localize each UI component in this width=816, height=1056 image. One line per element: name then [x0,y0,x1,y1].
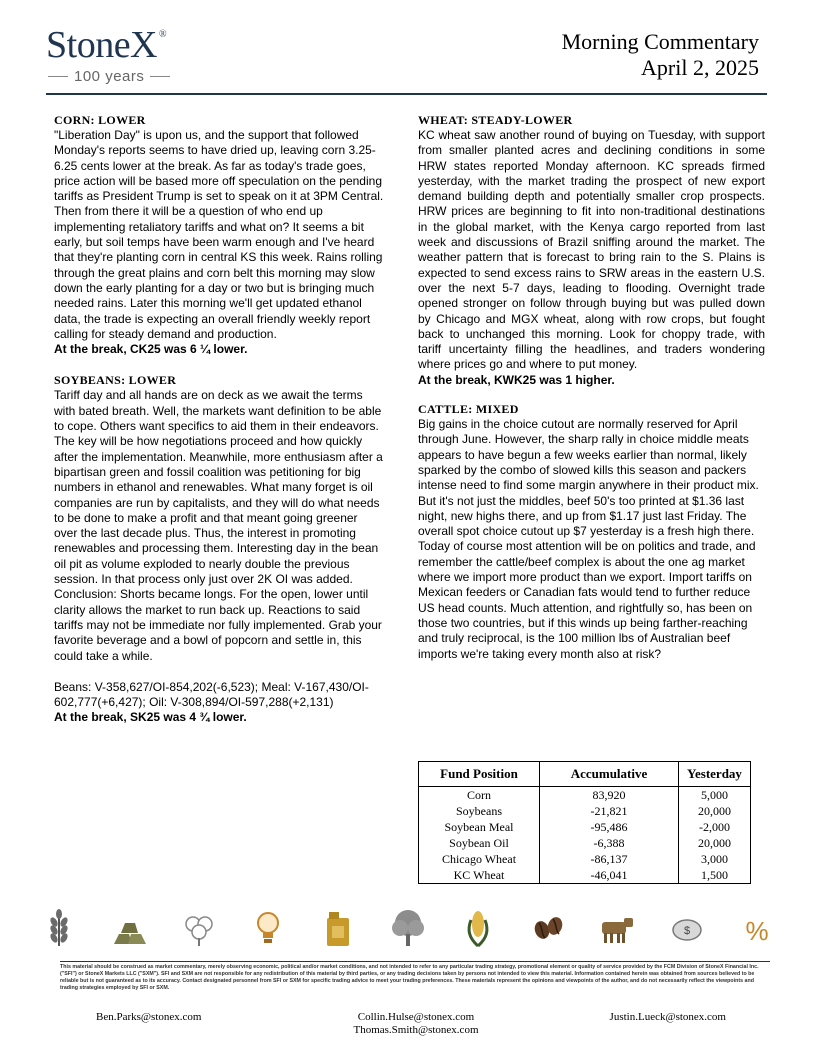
fund-name-cell: Soybean Oil [419,835,540,851]
table-header: Yesterday [679,762,751,787]
table-row [419,803,751,819]
lightbulb-icon [249,908,287,948]
wheat-title: WHEAT: STEADY-LOWER [418,113,573,127]
table-row [419,787,751,804]
fund-yesterday-cell: 20,000 [679,835,751,851]
fund-yesterday-cell: 1,500 [679,867,751,884]
fund-name-cell: Chicago Wheat [419,851,540,867]
corn-break: At the break, CK25 was 6 ¼ lower. [54,342,248,357]
cotton-icon [180,908,218,948]
stonex-logo [46,26,206,85]
corn-section [54,113,384,357]
fund-name-cell: Soybean Meal [419,819,540,835]
fund-accumulative-cell: -6,388 [540,835,679,851]
header-title-block [562,29,759,81]
soybeans-body: Tariff day and all hands are on deck as we await the terms with bated breath. Well, the markets want definition to be able to cope. Others want specifics to aid them in their endeavors. The key will be how negotiations proceed and how quickly after the implementation. Meanwhile, more enthusiasm after a bipartisan green and fossil coalition was petitioning for big numbers in ethanol and renewables. What many forget is oil companies are run by capitalists, and they will do what needs to be done to make a profit and that meant going greener over the last decade plus. Thus, the interest in promoting renewables and processing them. Interesting day in the bean oil pit as volume exploded to nearly double the previous session. In that process only just over 2K OI was added. Conclusion: Shorts became longs. For the open, lower until clarity allows the market to run back up. Reactions to said tariffs may not be immediate nor fully implemented. Grab your favorite beverage and a bowl of popcorn and settle in, this could take a while. [54,388,383,663]
svg-text:$: $ [684,925,691,937]
cattle-title: CATTLE: MIXED [418,402,519,417]
wheat-body: KC wheat saw another round of buying on Tuesday, with support from smaller planted acres and declining conditions in some HRW states reported Monday afternoon. KC spreads firmed yesterday, with the market trading the prospect of new export demand building depth and potentially smaller crop prospects. HRW prices are beginning to fit into non-traditional destinations in the global market, with the Kenya cargo reported from last week and discussions of Brazil sniffing around the market. The weather pattern that is forecast to bring rain to the S. Plains is expected to send excess rains to SRW areas in the eastern U.S. over the next 5-7 days, leading to flooding. Overnight trade opened stronger on follow through buying but was pulled down by Chicago and MGX wheat, along with row crops, but fought back to unchanged this morning. Look for choppy trade, with tariff uncertainty filling the headlines, and traders wondering where prices go and where to put money. [418,128,765,372]
commodity-icon-strip [40,906,776,950]
fund-yesterday-cell: 5,000 [679,787,751,804]
percent-glyph: % [745,916,769,946]
fund-position-table [418,761,751,884]
cattle-section [418,402,765,662]
fund-yesterday-cell: 20,000 [679,803,751,819]
table-row [419,819,751,835]
corn-body: "Liberation Day" is upon us, and the support that followed Monday's reports seems to have dried up, leaving corn 3.25-6.25 cents lower at the break. As far as today's trade goes, price action will be based more off speculation on the pending tariffs as President Trump is set to speak on it at 3PM Central. Then from there it will be a question of who end up implementing retaliatory tariffs and what on? It seems a bit early, but soil temps have been warm enough and I've heard that they're planting corn in central KS this week. Rains rolling through the great plains and corn belt this morning may slow down the early planting for a day or two but is bringing much needed rains. Later this morning we'll get updated ethanol data, the trade is expecting an overall friendly weekly report calling for steady demand and production. [54,128,384,341]
corn-title: CORN: LOWER [54,113,146,127]
fund-accumulative-cell: -86,137 [540,851,679,867]
money-icon [668,908,706,948]
disclaimer-divider [60,961,770,962]
fund-name-cell: Soybeans [419,803,540,819]
fund-accumulative-cell: -46,041 [540,867,679,884]
left-column [54,113,384,726]
wheat-break: At the break, KWK25 was 1 higher. [418,372,615,387]
gold-bars-icon [110,908,148,948]
wheat-icon [40,908,78,948]
fund-name-cell: KC Wheat [419,867,540,884]
logo-dash-right [150,76,170,77]
wheat-section [418,113,765,388]
header-divider [46,93,767,95]
logo-dash-left [48,76,68,77]
percent-icon [738,908,776,948]
page-date: April 2, 2025 [641,55,759,80]
cattle-icon [598,908,636,948]
fund-yesterday-cell: -2,000 [679,819,751,835]
table-row [419,835,751,851]
tree-icon [389,908,427,948]
soybeans-break: At the break, SK25 was 4 ¾ lower. [54,710,247,725]
soybeans-section [54,373,384,725]
fund-accumulative-cell: -21,821 [540,803,679,819]
fund-accumulative-cell: -95,486 [540,819,679,835]
logo-registered-mark: ® [159,29,167,40]
fund-name-cell: Corn [419,787,540,804]
table-row [419,851,751,867]
page-title: Morning Commentary [561,29,759,54]
fuel-can-icon [319,908,357,948]
contact-email[interactable]: Justin.Lueck@stonex.com [609,1011,726,1023]
table-header-row [419,762,751,787]
table-header: Accumulative [540,762,679,787]
fund-accumulative-cell: 83,920 [540,787,679,804]
cattle-body: Big gains in the choice cutout are normally reserved for April through June. However, the sharp rally in choice middle meats appears to have begun a few weeks earlier than normal, likely sparked by the combo of slowed kills this season and packers intense need to find some margin anywhere in their product mix. But it's not just the middles, beef 50's too printed at $1.36 last night, new highs there, and up from $1.17 just last Friday. The overall spot choice cutout up $7 yesterday is a fresh high there. Today of course most attention will be on politics and trade, and remember the cattle/beef complex is about the one ag market where we import more product than we export. Import tariffs on Mexican feeders or Canadian fats would tend to further reduce US head counts. Much attention, and rightfully so, has been on those two countries, but if this winds up being farther-reaching and truly reciprocal, is the 100 million lbs of Australian beef imports we're taking every month also at risk? [418,417,759,661]
corn-icon [459,908,497,948]
logo-tagline: 100 years [74,68,145,85]
soybeans-title: SOYBEANS: LOWER [54,373,177,388]
fund-yesterday-cell: 3,000 [679,851,751,867]
table-header: Fund Position [419,762,540,787]
contact-email[interactable]: Collin.Hulse@stonex.com [357,1011,475,1023]
table-row [419,867,751,884]
soybeans-volume: Beans: V-358,627/OI-854,202(-6,523); Meal: V-167,430/OI-602,777(+6,427); Oil: V-308,894/OI-597,288(+2,131) [54,679,369,710]
contact-email[interactable]: Thomas.Smith@stonex.com [353,1024,479,1036]
disclaimer-text: This material should be construed as market commentary, merely observing economic, political and/or market conditions, and not intended to refer to any particular trading strategy, promotional element or quality of service provided by the FCM Division of StoneX Financial Inc. ("SFI") or StoneX Markets LLC ("SXM"). SFI and SXM are not responsible for any redistribution of this material by third parties, or any trading decisions taken by persons not intended to view this material. Information contained herein was obtained from sources believed to be reliable but is not guaranteed as to its accuracy. Contact designated personnel from SFI or SXM for specific trading advice to meet your trading preferences. These materials represent the opinions and viewpoints of the author, and do not necessarily reflect the viewpoints and trading strategies employed by SFI or SXM. [60,964,759,991]
coffee-beans-icon [529,908,567,948]
logo-name: StoneX [46,24,157,66]
contact-email[interactable]: Ben.Parks@stonex.com [96,1011,202,1023]
right-column [418,113,765,662]
